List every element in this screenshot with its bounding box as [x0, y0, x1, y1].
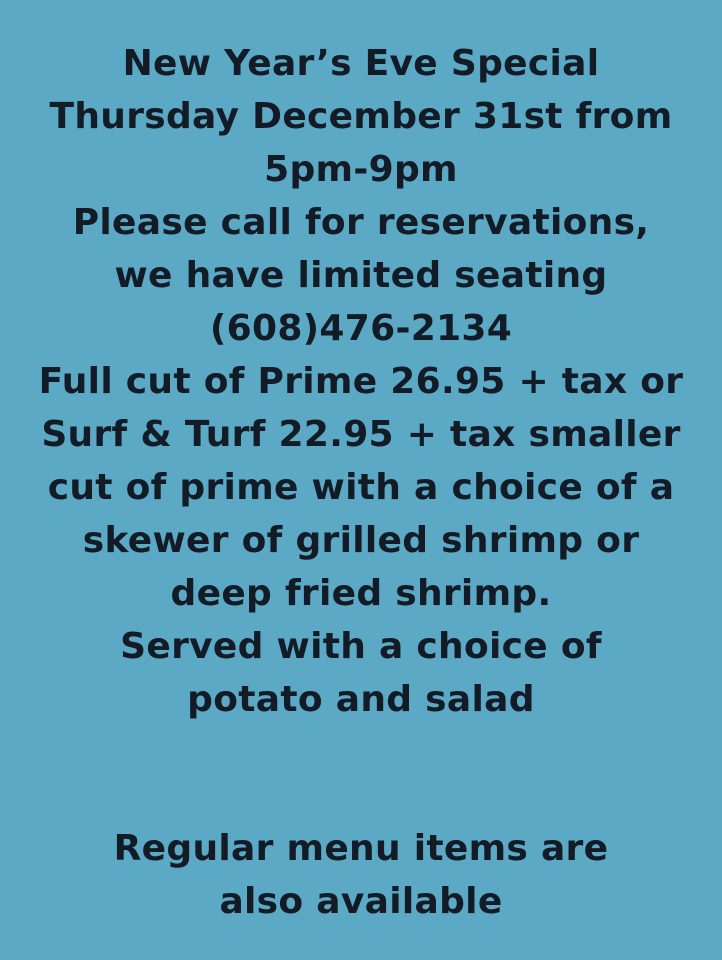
text-line: 5pm-9pm	[264, 149, 458, 190]
text-line: Full cut of Prime 26.95 + tax or	[38, 361, 684, 402]
text-line: Served with a choice of	[120, 626, 602, 667]
text-line: also available	[219, 881, 503, 922]
text-line: Please call for reservations,	[72, 202, 650, 243]
text-line: we have limited seating	[114, 255, 608, 296]
text-line: deep fried shrimp.	[170, 573, 552, 614]
announcement-body	[0, 37, 722, 726]
text-line: (608)476-2134	[209, 308, 513, 349]
text-line: Thursday December 31st from	[49, 96, 673, 137]
announcement-footer	[0, 822, 722, 928]
text-line: skewer of grilled shrimp or	[82, 520, 640, 561]
text-line: cut of prime with a choice of a	[47, 467, 675, 508]
text-line: Surf & Turf 22.95 + tax smaller	[41, 414, 681, 455]
text-line: Regular menu items are	[113, 828, 609, 869]
text-line: potato and salad	[187, 679, 535, 720]
text-line: New Year’s Eve Special	[122, 43, 600, 84]
